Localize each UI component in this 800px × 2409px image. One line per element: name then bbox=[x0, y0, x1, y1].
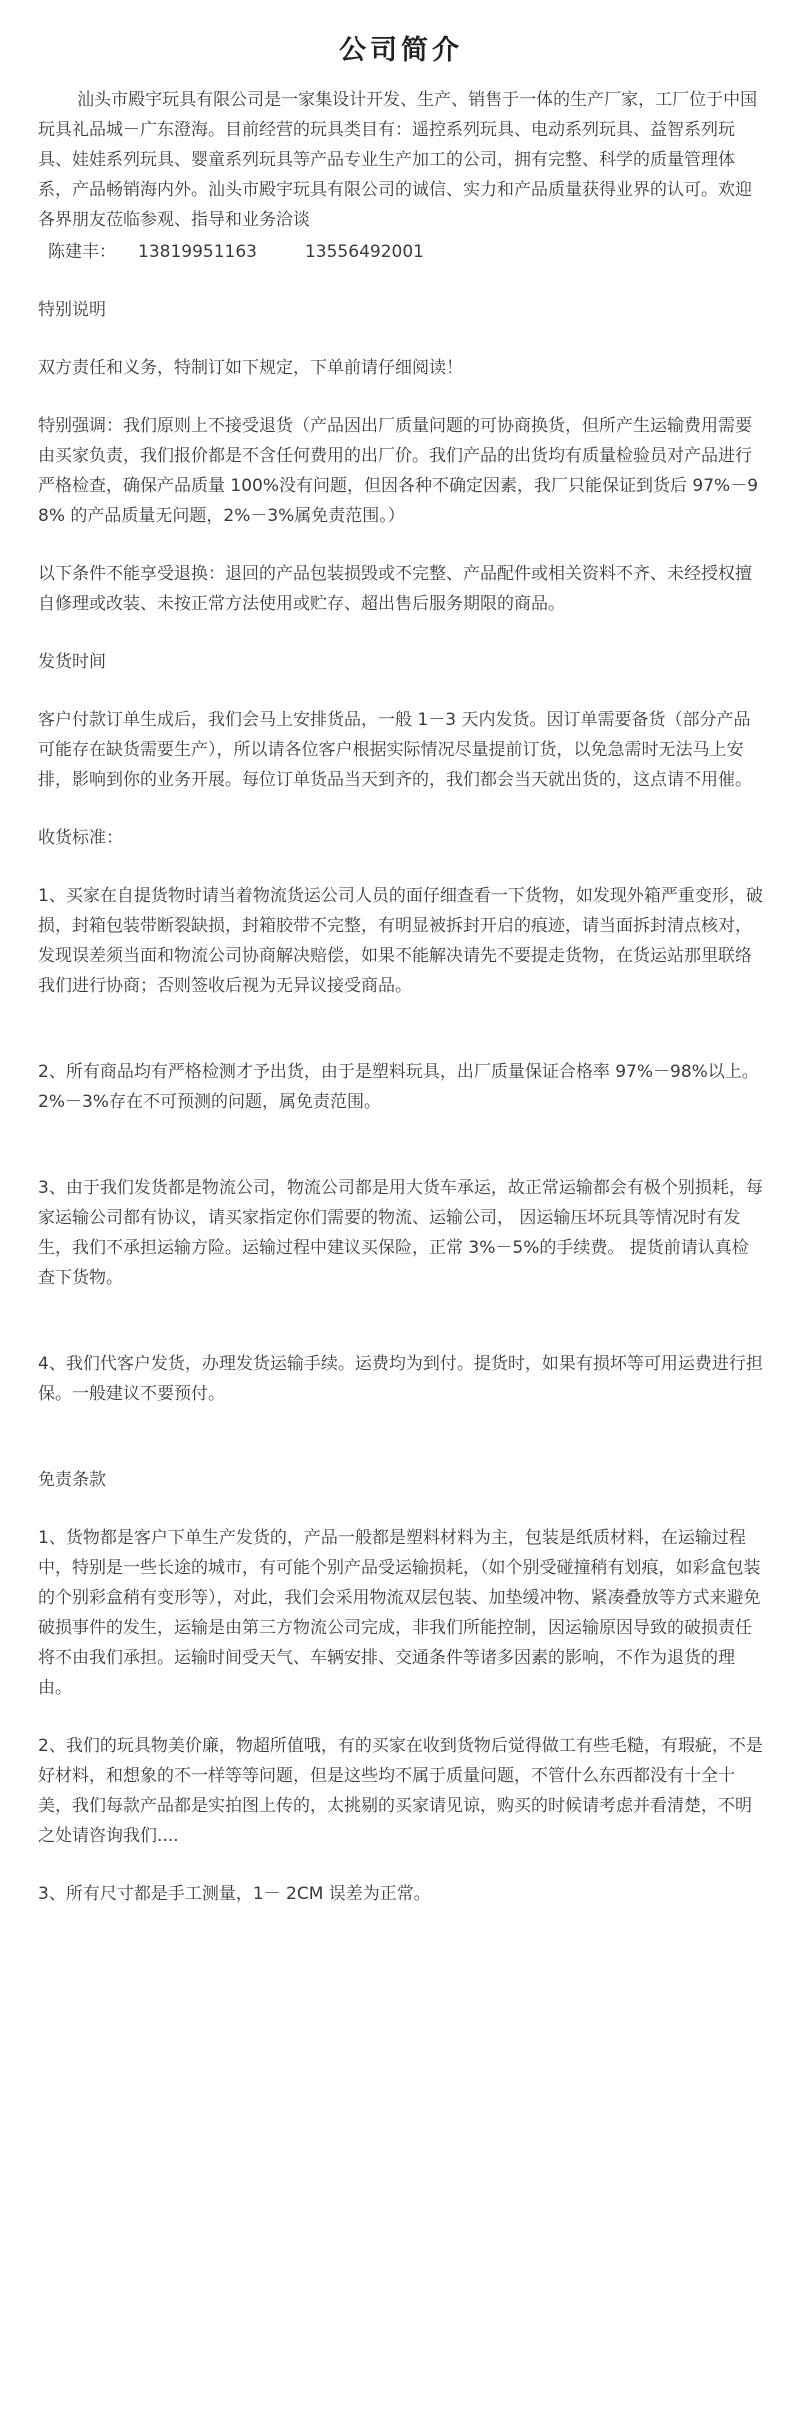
contact-phone-1: 13819951163 bbox=[138, 242, 257, 262]
shipping-heading: 发货时间 bbox=[38, 652, 106, 672]
receiving-item: 2、所有商品均有严格检测才予出货，由于是塑料玩具，出厂质量保证合格率 97%－98%以上。2%－3%存在不可预测的问题，属免责范围。 bbox=[38, 1062, 759, 1112]
disclaimer-heading: 免责条款 bbox=[38, 1470, 106, 1490]
no-return-conditions: 以下条件不能享受退换：退回的产品包装损毁或不完整、产品配件或相关资料不齐、未经授权擅自修理或改装、未按正常方法使用或贮存、超出售后服务期限的商品。 bbox=[38, 564, 752, 614]
contact-name: 陈建丰： bbox=[48, 242, 116, 262]
contact-line bbox=[48, 237, 764, 267]
contact-phone-2: 13556492001 bbox=[304, 242, 424, 262]
special-heading: 特别说明 bbox=[38, 300, 106, 320]
receiving-heading: 收货标准： bbox=[38, 828, 123, 848]
receiving-item: 1、买家在自提货物时请当着物流货运公司人员的面仔细查看一下货物，如发现外箱严重变形，破损，封箱包装带断裂缺损，封箱胶带不完整，有明显被拆封开启的痕迹，请当面拆封清点核对，发现误差须当面和物流公司协商解决赔偿，如果不能解决请先不要提走货物，在货运站那里联络我们进行协商；否则签收后视为无异议接受商品。 bbox=[38, 886, 763, 996]
receiving-item: 3、由于我们发货都是物流公司，物流公司都是用大货车承运，故正常运输都会有极个别损耗，每家运输公司都有协议，请买家指定你们需要的物流、运输公司， 因运输压坏玩具等情况时有发生，我们不承担运输方险。运输过程中建议买保险，正常 3%－5%的手续费。 提货前请认真检查下货物。 bbox=[38, 1178, 763, 1288]
special-notice: 双方责任和义务，特制订如下规定，下单前请仔细阅读！ bbox=[38, 358, 463, 378]
page-title: 公司简介 bbox=[339, 35, 463, 66]
disclaimer-item: 2、我们的玩具物美价廉，物超所值哦，有的买家在收到货物后觉得做工有些毛糙，有瑕疵，不是好材料，和想象的不一样等等问题，但是这些均不属于质量问题，不管什么东西都没有十全十美，我们每款产品都是实拍图上传的，太挑剔的买家请见谅，购买的时候请考虑并看清楚，不明之处请咨询我们.... bbox=[38, 1736, 763, 1846]
company-intro: 汕头市殿宇玩具有限公司是一家集设计开发、生产、销售于一体的生产厂家，工厂位于中国玩具礼品城－广东澄海。目前经营的玩具类目有：遥控系列玩具、电动系列玩具、益智系列玩具、娃娃系列玩具、婴童系列玩具等产品专业生产加工的公司，拥有完整、科学的质量管理体系，产品畅销海内外。汕头市殿宇玩具有限公司的诚信、实力和产品质量获得业界的认可。欢迎各界朋友莅临参观、指导和业务洽谈 bbox=[38, 90, 758, 230]
receiving-item: 4、我们代客户发货，办理发货运输手续。运费均为到付。提货时，如果有损坏等可用运费进行担保。一般建议不要预付。 bbox=[38, 1354, 763, 1404]
disclaimer-item: 3、所有尺寸都是手工测量，1－ 2CM 误差为正常。 bbox=[38, 1884, 431, 1904]
special-emphasis: 特别强调：我们原则上不接受退货（产品因出厂质量问题的可协商换货，但所产生运输费用需要由买家负责，我们报价都是不含任何费用的出厂价。我们产品的出货均有质量检验员对产品进行严格检查，确保产品质量 100%没有问题，但因各种不确定因素，我厂只能保证到货后 97%－98% 的产品质量无问题，2%－3%属免责范围。） bbox=[38, 416, 759, 526]
shipping-text: 客户付款订单生成后，我们会马上安排货品，一般 1－3 天内发货。因订单需要备货（部分产品可能存在缺货需要生产），所以请各位客户根据实际情况尽量提前订货，以免急需时无法马上安排，影响到你的业务开展。每位订单货品当天到齐的，我们都会当天就出货的，这点请不用催。 bbox=[38, 710, 752, 790]
disclaimer-item: 1、货物都是客户下单生产发货的，产品一般都是塑料材料为主，包装是纸质材料，在运输过程中，特别是一些长途的城市，有可能个别产品受运输损耗，（如个别受碰撞稍有划痕，如彩盒包装的个别彩盒稍有变形等），对此，我们会采用物流双层包装、加垫缓冲物、紧凑叠放等方式来避免破损事件的发生，运输是由第三方物流公司完成，非我们所能控制，因运输原因导致的破损责任将不由我们承担。运输时间受天气、车辆安排、交通条件等诸多因素的影响，不作为退货的理由。 bbox=[38, 1528, 761, 1698]
